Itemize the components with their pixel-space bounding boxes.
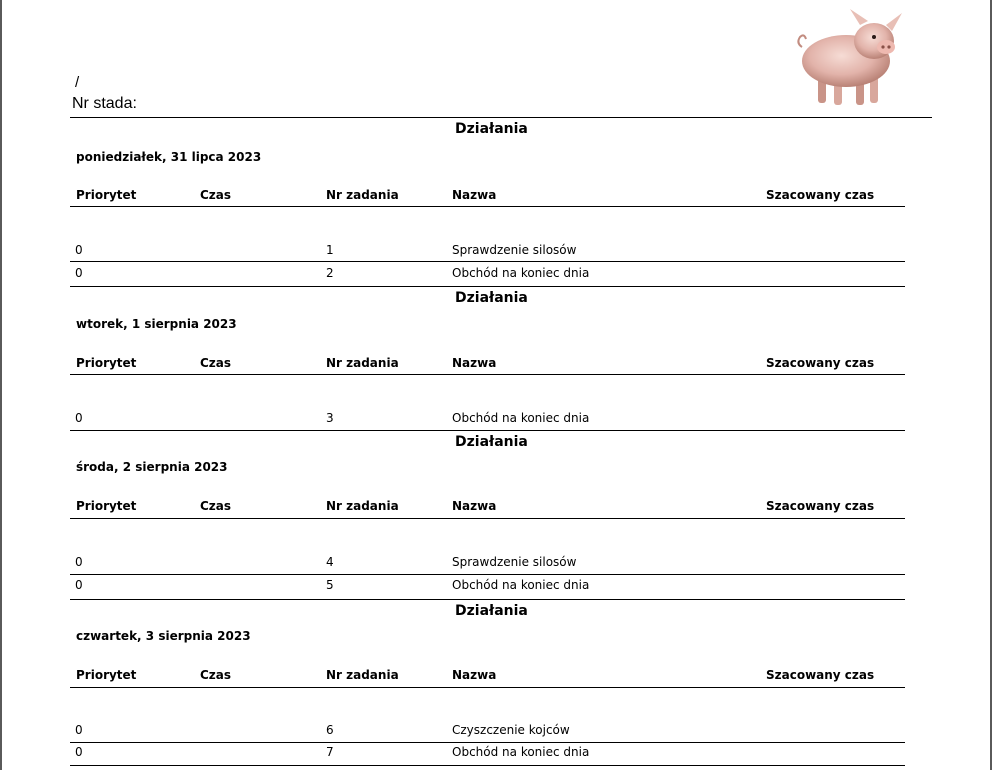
header-divider (70, 117, 932, 118)
column-header-priority: Priorytet (76, 188, 137, 202)
header-rule (70, 206, 905, 207)
column-header-name: Nazwa (452, 499, 497, 513)
header-rule (70, 687, 905, 688)
row-rule (70, 261, 905, 262)
row-name: Sprawdzenie silosów (452, 555, 577, 569)
column-header-task-number: Nr zadania (326, 668, 399, 682)
column-header-task-number: Nr zadania (326, 499, 399, 513)
section-title: Działania (455, 603, 528, 619)
row-rule (70, 286, 905, 287)
column-header-estimated-time: Szacowany czas (766, 499, 875, 513)
row-task-number: 4 (326, 555, 334, 569)
section-date: środa, 2 sierpnia 2023 (76, 460, 228, 474)
section-title: Działania (455, 290, 528, 306)
section-date: poniedziałek, 31 lipca 2023 (76, 150, 262, 164)
section-title: Działania (455, 434, 528, 450)
row-task-number: 6 (326, 723, 334, 737)
row-rule (70, 599, 905, 600)
row-rule (70, 742, 905, 743)
row-name: Obchód na koniec dnia (452, 411, 590, 425)
header-rule (70, 374, 905, 375)
pig-icon (790, 3, 906, 111)
herd-number-label: Nr stada: (72, 95, 137, 112)
row-name: Obchód na koniec dnia (452, 266, 590, 280)
column-header-time: Czas (200, 499, 232, 513)
column-header-priority: Priorytet (76, 356, 137, 370)
row-name: Obchód na koniec dnia (452, 578, 590, 592)
row-priority: 0 (75, 243, 83, 257)
row-priority: 0 (75, 555, 83, 569)
column-header-estimated-time: Szacowany czas (766, 188, 875, 202)
row-name: Czyszczenie kojców (452, 723, 570, 737)
row-task-number: 1 (326, 243, 334, 257)
column-header-time: Czas (200, 356, 232, 370)
row-priority: 0 (75, 723, 83, 737)
section-title: Działania (455, 121, 528, 137)
herd-separator: / (75, 74, 80, 91)
row-task-number: 7 (326, 745, 334, 759)
column-header-name: Nazwa (452, 668, 497, 682)
column-header-task-number: Nr zadania (326, 356, 399, 370)
row-task-number: 3 (326, 411, 334, 425)
column-header-priority: Priorytet (76, 499, 137, 513)
header-rule (70, 518, 905, 519)
row-rule (70, 574, 905, 575)
column-header-time: Czas (200, 188, 232, 202)
row-rule (70, 430, 905, 431)
column-header-priority: Priorytet (76, 668, 137, 682)
row-task-number: 2 (326, 266, 334, 280)
row-rule (70, 765, 905, 766)
row-priority: 0 (75, 745, 83, 759)
column-header-estimated-time: Szacowany czas (766, 668, 875, 682)
row-priority: 0 (75, 266, 83, 280)
section-date: czwartek, 3 sierpnia 2023 (76, 629, 251, 643)
row-name: Sprawdzenie silosów (452, 243, 577, 257)
row-task-number: 5 (326, 578, 334, 592)
row-name: Obchód na koniec dnia (452, 745, 590, 759)
column-header-name: Nazwa (452, 188, 497, 202)
column-header-name: Nazwa (452, 356, 497, 370)
column-header-estimated-time: Szacowany czas (766, 356, 875, 370)
column-header-task-number: Nr zadania (326, 188, 399, 202)
column-header-time: Czas (200, 668, 232, 682)
row-priority: 0 (75, 578, 83, 592)
section-date: wtorek, 1 sierpnia 2023 (76, 317, 237, 331)
row-priority: 0 (75, 411, 83, 425)
